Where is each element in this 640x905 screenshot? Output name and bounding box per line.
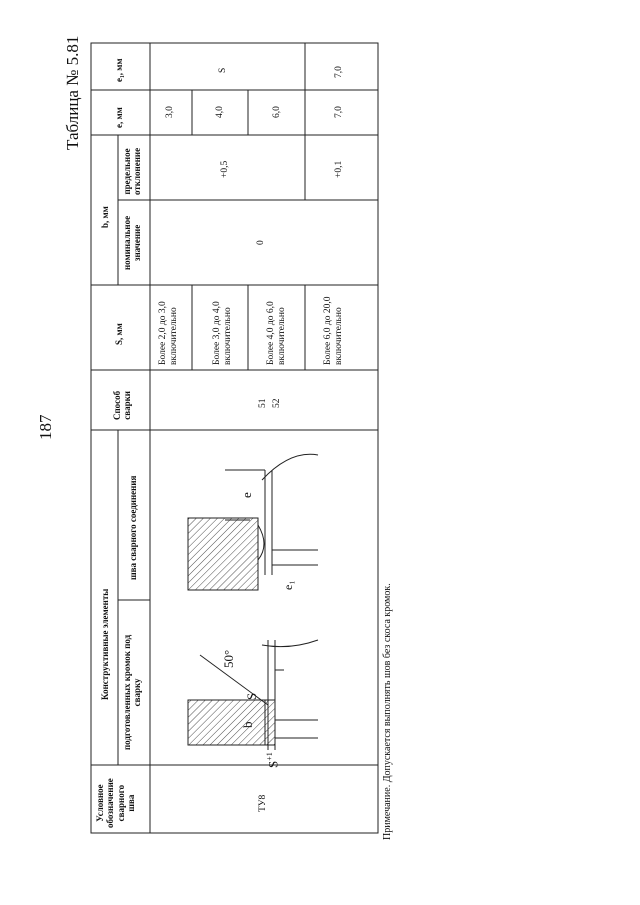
label-b: b	[240, 721, 255, 728]
label-e1: e₁	[281, 580, 295, 590]
cell-b-nominal: 0	[256, 240, 266, 245]
header-e: e, мм	[114, 107, 124, 128]
label-angle: 50°	[221, 649, 236, 668]
header-b-nominal: номинальное значение	[122, 215, 143, 270]
page-number: 187	[36, 414, 55, 440]
cell-s-range-1: Более 2,0 до 3,0 включительно	[158, 301, 179, 365]
header-b: b, мм	[100, 206, 110, 228]
cell-e-3: 6,0	[272, 106, 282, 118]
label-e: e	[239, 492, 254, 498]
cell-e1-1: S	[218, 67, 228, 73]
header-constructive: Конструктивные элементы	[100, 588, 110, 700]
cell-e-2: 4,0	[215, 106, 225, 118]
header-designation: Условное обозначение сварного шва	[95, 778, 137, 828]
weld-seam-drawing	[188, 454, 318, 590]
table-caption: Таблица № 5.81	[63, 35, 82, 150]
cell-method-51: 51	[258, 398, 268, 408]
cell-designation: ТУ8	[258, 794, 268, 812]
label-s: S	[244, 692, 259, 700]
header-method: Способ сварки	[112, 390, 133, 420]
cell-method-52: 52	[272, 398, 282, 408]
cell-e-1: 3,0	[165, 106, 175, 118]
cell-s-range-2: Более 3,0 до 4,0 включительно	[212, 301, 233, 365]
header-prepared-edges: подготовленных кромок под сварку	[122, 634, 143, 750]
cell-s-range-3: Более 4,0 до 6,0 включительно	[266, 301, 287, 365]
header-weld-seam: шва сварного соединения	[128, 475, 138, 580]
header-e1: e₁, мм	[114, 58, 124, 82]
cell-e-4: 7,0	[334, 106, 344, 118]
header-s: S, мм	[114, 323, 124, 345]
header-b-deviation: предельное отклонение	[122, 147, 143, 195]
label-s-tol: $S^{+1}$	[265, 752, 281, 768]
cell-b-dev-2: +0,1	[334, 160, 344, 178]
cell-b-dev-1: +0,5	[220, 160, 230, 178]
table-note: Примечание. Допускается выполнять шов без скоса кромок.	[382, 583, 393, 840]
cell-s-range-4: Более 6,0 до 20,0 включительно	[323, 296, 344, 365]
cell-e1-2: 7,0	[334, 66, 344, 78]
